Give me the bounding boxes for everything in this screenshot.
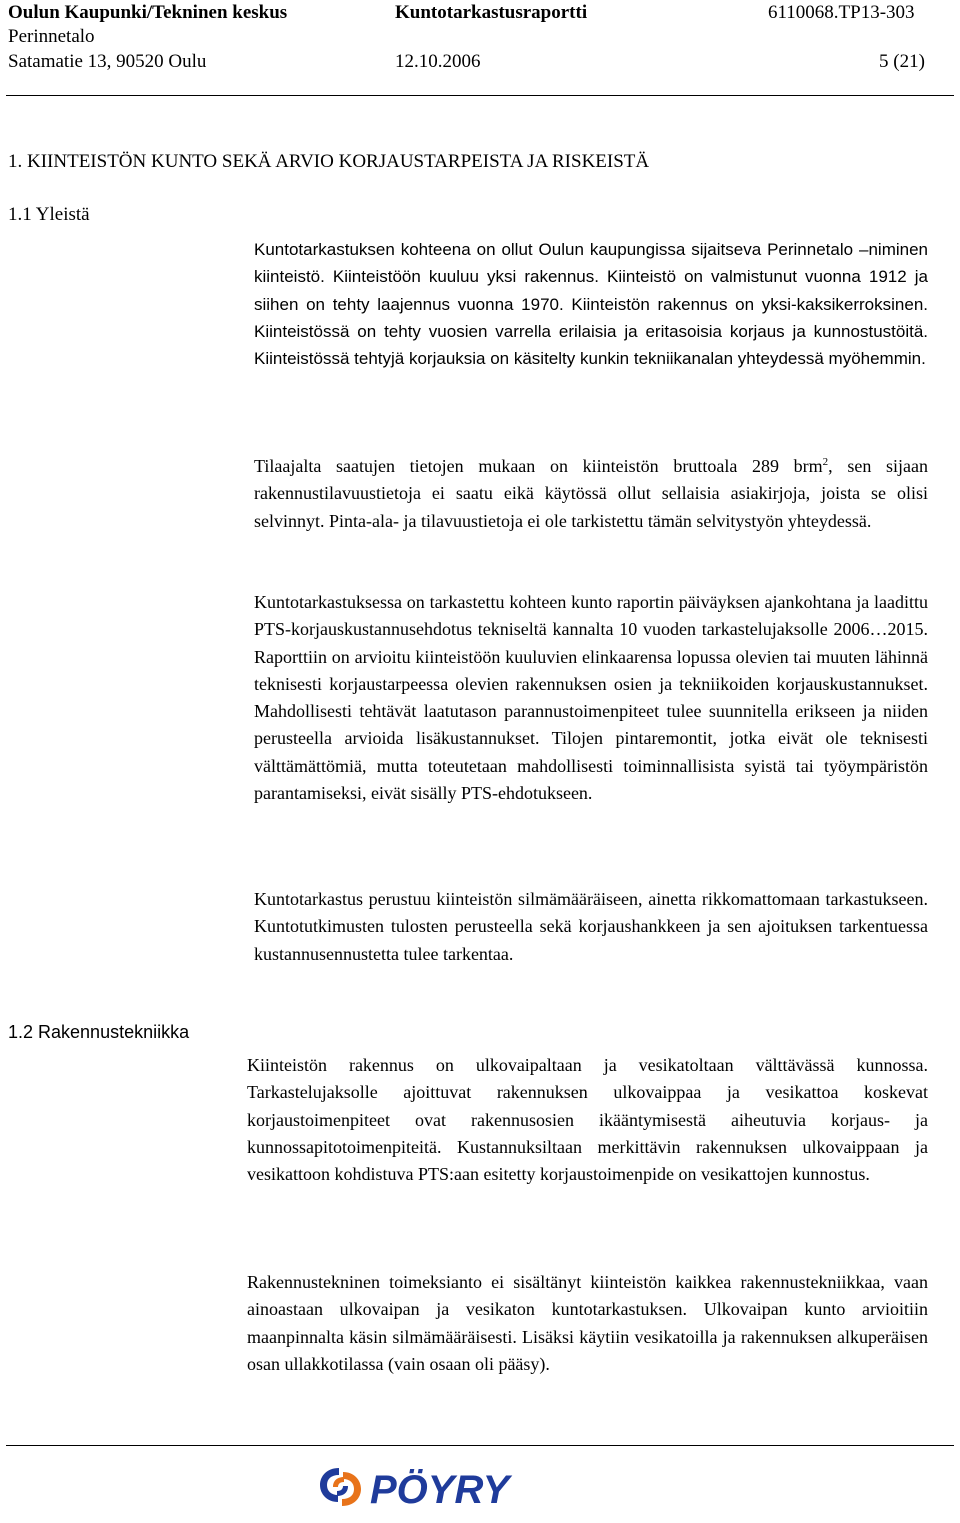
poyry-logo [318, 1464, 588, 1510]
section-1-1-paragraph-1 [254, 236, 928, 372]
header-doc-id: 6110068.TP13-303 [768, 2, 915, 23]
paragraph-text: Kuntotarkastuksen kohteena on ollut Oulun kaupungissa sijaitseva Perinnetalo –niminen kiinteistö. Kiinteistöön kuuluu yksi rakennus. Kiinteistö on valmistunut vuonna 1912 ja siihen on tehty laajennus vuonna 1970. Kiinteistön rakennus on yksi-kaksikerroksinen. Kiinteistössä on tehty vuosien varrella erilaisia ja eritasoisia korjaus ja kunnostustöitä. Kiinteistössä tehtyjä korjauksia on käsitelty kunkin tekniikanalan yhteydessä myöhemmin. [254, 240, 928, 369]
paragraph-text: Kiinteistön rakennus on ulkovaipaltaan ja vesikatoltaan välttävässä kunnossa. Tarkastelujaksolle ajoittuvat rakennuksen ulkovaippaa ja vesikattoa koskevat korjaustoimenpiteet ovat rakennusosien ikääntymisestä aiheutuvia korjaus- ja kunnossapitotoimenpiteitä. Kustannuksiltaan merkittävin rakennuksen ulkovaippaan ja vesikattoon kohdistuva PTS:aan esitetty korjaustoimenpide on vesikattojen kunnostus. [247, 1055, 928, 1185]
paragraph-text: Rakennustekninen toimeksianto ei sisältänyt kiinteistön kaikkea rakennustekniikkaa, vaan ainoastaan ulkovaipan ja vesikaton kuntotarkastuksen. Ulkovaipan kunto arvioitiin maanpinnalta käsin silmämääräisesti. Lisäksi käytiin vesikatoilla ja rakennuksen alkuperäisen osan ullakkotilassa (vain osaan oli pääsy). [247, 1272, 928, 1374]
section-1-2-paragraph-2 [247, 1269, 928, 1378]
paragraph-text: Kuntotarkastuksessa on tarkastettu kohteen kunto raportin päiväyksen ajankohtana ja laadittu PTS-korjauskustannusehdotus tekniseltä kannalta 10 vuoden tarkastelujaksolle 2006…2015. Raporttiin on arvioitu kiinteistöön kuuluvien elinkaarensa lopussa olevien tai muuten lähinnä teknisesti korjaustarpeessa olevien rakennuksen osien ja tekniikoiden korjauskustannukset. Mahdollisesti tehtävät laatutason parannustoimenpiteet tulee suunnitella erikseen ja niiden perusteella arvioida lisäkustannukset. Tilojen pintaremontit, jotka eivät ole teknisesti välttämättömiä, mutta toteutetaan mahdollisesti toiminnallisista syistä tai työympäristön parantamiseksi, eivät sisälly PTS-ehdotukseen. [254, 592, 928, 804]
header-doc-type: Kuntotarkastusraportti [395, 2, 588, 23]
section-1-1-paragraph-4 [254, 886, 928, 968]
main-heading: 1. KIINTEISTÖN KUNTO SEKÄ ARVIO KORJAUSTARPEISTA JA RISKEISTÄ [8, 151, 650, 172]
section-1-1-paragraph-3 [254, 589, 928, 807]
paragraph-text-part-a: Tilaajalta saatujen tietojen mukaan on kiinteistön bruttoala 289 brm [254, 456, 823, 476]
section-1-2-paragraph-1 [247, 1052, 928, 1188]
header-address: Satamatie 13, 90520 Oulu [8, 51, 207, 72]
header-property: Perinnetalo [8, 26, 95, 47]
section-title-yleista: 1.1 Yleistä [8, 204, 90, 225]
header-date: 12.10.2006 [395, 51, 481, 72]
header-org: Oulun Kaupunki/Tekninen keskus [8, 2, 288, 23]
paragraph-text-part-b: , sen sijaan rakennustilavuustietoja ei saatu eikä käytössä ollut sellaisia asiakirjoja, joista se olisi selvinnyt. Pinta-ala- ja tilavuustietoja ei ole tarkistettu tämän selvitystyön yhteydessä. [254, 456, 928, 531]
paragraph-text: Kuntotarkastus perustuu kiinteistön silmämääräiseen, ainetta rikkomattomaan tarkastukseen. Kuntotutkimusten tulosten perusteella sekä korjaushankkeen ja sen ajoituksen tarkentuessa kustannusennustetta tulee tarkentaa. [254, 889, 928, 964]
paragraph-text [254, 453, 928, 535]
header-page-number: 5 (21) [879, 51, 925, 72]
logo-text: PÖYRY [370, 1468, 510, 1510]
footer-divider [6, 1445, 954, 1446]
section-1-1-paragraph-2 [254, 453, 928, 535]
section-title-rakennustekniikka: 1.2 Rakennustekniikka [8, 1022, 190, 1042]
poyry-logo-icon [318, 1464, 588, 1510]
superscript-2: 2 [822, 456, 829, 468]
header-divider [6, 95, 954, 96]
